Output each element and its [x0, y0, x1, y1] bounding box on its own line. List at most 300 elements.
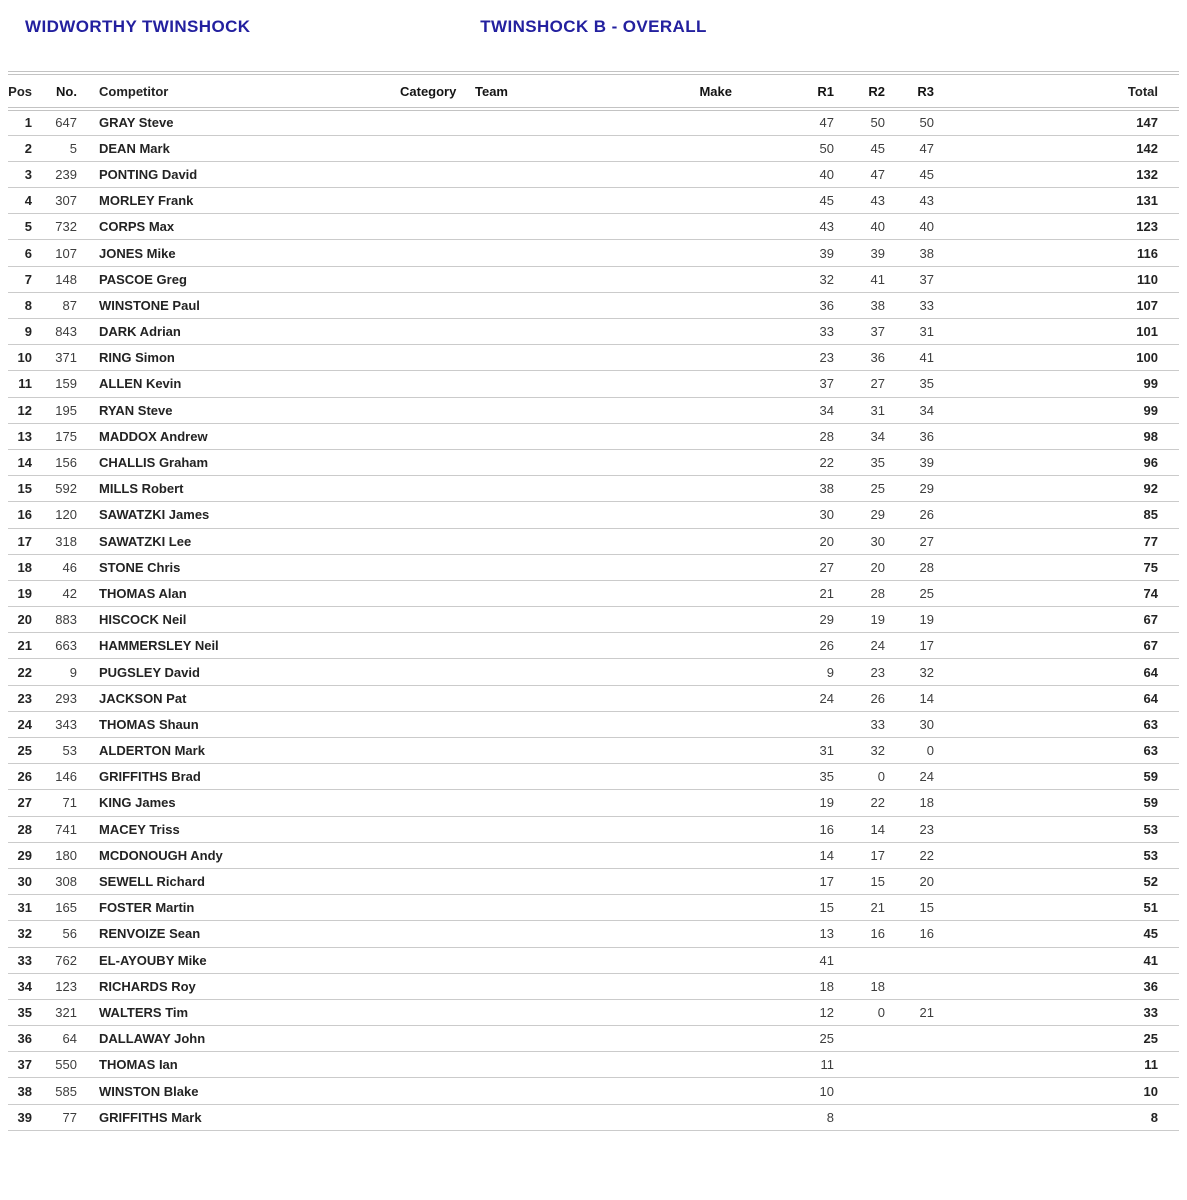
r2-cell: 31 — [843, 397, 895, 423]
table-row — [8, 633, 1179, 659]
r2-cell: 26 — [843, 685, 895, 711]
table-row — [8, 868, 1179, 894]
number-cell: 343 — [40, 711, 86, 737]
pos-cell: 11 — [8, 371, 40, 397]
total-cell: 99 — [943, 397, 1179, 423]
make-cell — [686, 502, 743, 528]
r3-cell: 33 — [895, 292, 943, 318]
r2-cell: 16 — [843, 921, 895, 947]
category-cell — [400, 738, 464, 764]
number-cell: 42 — [40, 580, 86, 606]
team-cell — [464, 685, 686, 711]
table-row — [8, 764, 1179, 790]
r3-cell: 18 — [895, 790, 943, 816]
total-cell: 107 — [943, 292, 1179, 318]
table-row — [8, 161, 1179, 187]
competitor-cell: GRIFFITHS Mark — [86, 1104, 400, 1130]
make-cell — [686, 816, 743, 842]
number-cell: 53 — [40, 738, 86, 764]
team-cell — [464, 449, 686, 475]
table-row — [8, 921, 1179, 947]
r3-cell: 19 — [895, 607, 943, 633]
category-cell — [400, 1078, 464, 1104]
competitor-cell: ALLEN Kevin — [86, 371, 400, 397]
pos-cell: 31 — [8, 895, 40, 921]
r3-cell: 41 — [895, 345, 943, 371]
category-cell — [400, 764, 464, 790]
pos-cell: 5 — [8, 214, 40, 240]
r3-cell: 0 — [895, 738, 943, 764]
r3-cell — [895, 1026, 943, 1052]
r3-cell: 45 — [895, 161, 943, 187]
total-cell: 92 — [943, 476, 1179, 502]
total-cell: 63 — [943, 738, 1179, 764]
r2-cell: 17 — [843, 842, 895, 868]
r2-cell: 32 — [843, 738, 895, 764]
r3-cell — [895, 973, 943, 999]
make-cell — [686, 790, 743, 816]
number-cell: 165 — [40, 895, 86, 921]
make-cell — [686, 1104, 743, 1130]
team-cell — [464, 738, 686, 764]
team-cell — [464, 607, 686, 633]
competitor-cell: THOMAS Alan — [86, 580, 400, 606]
team-cell — [464, 135, 686, 161]
r2-cell: 37 — [843, 319, 895, 345]
r2-cell: 43 — [843, 188, 895, 214]
pos-cell: 18 — [8, 554, 40, 580]
table-row — [8, 502, 1179, 528]
pos-cell: 16 — [8, 502, 40, 528]
number-cell: 308 — [40, 868, 86, 894]
category-cell — [400, 711, 464, 737]
competitor-cell: PUGSLEY David — [86, 659, 400, 685]
competitor-cell: DARK Adrian — [86, 319, 400, 345]
r1-cell: 45 — [743, 188, 843, 214]
r2-cell: 41 — [843, 266, 895, 292]
r3-cell: 30 — [895, 711, 943, 737]
team-cell — [464, 292, 686, 318]
competitor-cell: JONES Mike — [86, 240, 400, 266]
r2-cell: 20 — [843, 554, 895, 580]
table-header-row — [8, 73, 1179, 109]
team-cell — [464, 633, 686, 659]
pos-cell: 7 — [8, 266, 40, 292]
competitor-cell: MILLS Robert — [86, 476, 400, 502]
competitor-cell: DALLAWAY John — [86, 1026, 400, 1052]
table-row — [8, 790, 1179, 816]
competitor-cell: KING James — [86, 790, 400, 816]
total-cell: 116 — [943, 240, 1179, 266]
r3-cell: 14 — [895, 685, 943, 711]
r2-cell: 0 — [843, 999, 895, 1025]
r2-cell: 25 — [843, 476, 895, 502]
r3-cell: 26 — [895, 502, 943, 528]
r1-cell: 24 — [743, 685, 843, 711]
column-header-category: Category — [400, 73, 464, 109]
team-cell — [464, 502, 686, 528]
r3-cell: 27 — [895, 528, 943, 554]
make-cell — [686, 685, 743, 711]
number-cell: 592 — [40, 476, 86, 502]
r1-cell: 27 — [743, 554, 843, 580]
r1-cell: 31 — [743, 738, 843, 764]
team-cell — [464, 868, 686, 894]
number-cell: 371 — [40, 345, 86, 371]
pos-cell: 1 — [8, 109, 40, 135]
page-header — [0, 0, 1187, 71]
r2-cell: 34 — [843, 423, 895, 449]
table-row — [8, 292, 1179, 318]
total-cell: 53 — [943, 842, 1179, 868]
category-cell — [400, 947, 464, 973]
category-cell — [400, 476, 464, 502]
pos-cell: 21 — [8, 633, 40, 659]
pos-cell: 19 — [8, 580, 40, 606]
make-cell — [686, 214, 743, 240]
total-cell: 59 — [943, 790, 1179, 816]
competitor-cell: MORLEY Frank — [86, 188, 400, 214]
number-cell: 64 — [40, 1026, 86, 1052]
competitor-cell: MACEY Triss — [86, 816, 400, 842]
team-cell — [464, 528, 686, 554]
competitor-cell: SAWATZKI Lee — [86, 528, 400, 554]
pos-cell: 39 — [8, 1104, 40, 1130]
total-cell: 77 — [943, 528, 1179, 554]
competitor-cell: CORPS Max — [86, 214, 400, 240]
team-cell — [464, 109, 686, 135]
r1-cell: 35 — [743, 764, 843, 790]
r1-cell: 40 — [743, 161, 843, 187]
category-cell — [400, 633, 464, 659]
table-row — [8, 135, 1179, 161]
total-cell: 85 — [943, 502, 1179, 528]
column-header-competitor: Competitor — [86, 73, 400, 109]
table-row — [8, 554, 1179, 580]
make-cell — [686, 109, 743, 135]
category-cell — [400, 502, 464, 528]
number-cell: 843 — [40, 319, 86, 345]
table-row — [8, 999, 1179, 1025]
pos-cell: 17 — [8, 528, 40, 554]
r2-cell: 38 — [843, 292, 895, 318]
category-cell — [400, 266, 464, 292]
number-cell: 647 — [40, 109, 86, 135]
r3-cell: 32 — [895, 659, 943, 685]
pos-cell: 32 — [8, 921, 40, 947]
category-cell — [400, 319, 464, 345]
make-cell — [686, 449, 743, 475]
category-cell — [400, 188, 464, 214]
r3-cell: 38 — [895, 240, 943, 266]
r2-cell — [843, 1026, 895, 1052]
r2-cell: 19 — [843, 607, 895, 633]
r3-cell: 50 — [895, 109, 943, 135]
r2-cell: 29 — [843, 502, 895, 528]
make-cell — [686, 842, 743, 868]
r2-cell: 33 — [843, 711, 895, 737]
number-cell: 195 — [40, 397, 86, 423]
table-row — [8, 423, 1179, 449]
total-cell: 74 — [943, 580, 1179, 606]
total-cell: 75 — [943, 554, 1179, 580]
r1-cell: 38 — [743, 476, 843, 502]
r1-cell: 16 — [743, 816, 843, 842]
make-cell — [686, 921, 743, 947]
team-cell — [464, 371, 686, 397]
category-cell — [400, 790, 464, 816]
number-cell: 741 — [40, 816, 86, 842]
competitor-cell: RICHARDS Roy — [86, 973, 400, 999]
r1-cell: 30 — [743, 502, 843, 528]
r3-cell: 23 — [895, 816, 943, 842]
category-cell — [400, 659, 464, 685]
make-cell — [686, 266, 743, 292]
competitor-cell: RYAN Steve — [86, 397, 400, 423]
number-cell: 120 — [40, 502, 86, 528]
pos-cell: 20 — [8, 607, 40, 633]
event-title: WIDWORTHY TWINSHOCK — [25, 17, 251, 36]
team-cell — [464, 764, 686, 790]
number-cell: 318 — [40, 528, 86, 554]
total-cell: 100 — [943, 345, 1179, 371]
r1-cell: 17 — [743, 868, 843, 894]
team-cell — [464, 397, 686, 423]
team-cell — [464, 214, 686, 240]
make-cell — [686, 659, 743, 685]
table-row — [8, 449, 1179, 475]
r3-cell: 24 — [895, 764, 943, 790]
competitor-cell: THOMAS Ian — [86, 1052, 400, 1078]
number-cell: 71 — [40, 790, 86, 816]
number-cell: 107 — [40, 240, 86, 266]
total-cell: 99 — [943, 371, 1179, 397]
table-row — [8, 580, 1179, 606]
make-cell — [686, 999, 743, 1025]
category-cell — [400, 135, 464, 161]
pos-cell: 34 — [8, 973, 40, 999]
total-cell: 64 — [943, 659, 1179, 685]
make-cell — [686, 345, 743, 371]
competitor-cell: HAMMERSLEY Neil — [86, 633, 400, 659]
table-row — [8, 1078, 1179, 1104]
category-cell — [400, 1026, 464, 1052]
r3-cell: 36 — [895, 423, 943, 449]
table-row — [8, 685, 1179, 711]
pos-cell: 33 — [8, 947, 40, 973]
make-cell — [686, 528, 743, 554]
pos-cell: 26 — [8, 764, 40, 790]
r2-cell: 30 — [843, 528, 895, 554]
r2-cell — [843, 1104, 895, 1130]
category-cell — [400, 345, 464, 371]
column-header-no: No. — [40, 73, 86, 109]
make-cell — [686, 633, 743, 659]
make-cell — [686, 607, 743, 633]
r3-cell: 25 — [895, 580, 943, 606]
total-cell: 123 — [943, 214, 1179, 240]
r1-cell: 20 — [743, 528, 843, 554]
competitor-cell: PONTING David — [86, 161, 400, 187]
total-cell: 131 — [943, 188, 1179, 214]
total-cell: 96 — [943, 449, 1179, 475]
r3-cell: 47 — [895, 135, 943, 161]
number-cell: 883 — [40, 607, 86, 633]
number-cell: 123 — [40, 973, 86, 999]
r2-cell: 50 — [843, 109, 895, 135]
total-cell: 67 — [943, 633, 1179, 659]
r1-cell: 47 — [743, 109, 843, 135]
table-row — [8, 528, 1179, 554]
r2-cell: 45 — [843, 135, 895, 161]
r3-cell: 21 — [895, 999, 943, 1025]
r2-cell: 23 — [843, 659, 895, 685]
make-cell — [686, 371, 743, 397]
r2-cell: 15 — [843, 868, 895, 894]
pos-cell: 22 — [8, 659, 40, 685]
r1-cell: 36 — [743, 292, 843, 318]
table-row — [8, 240, 1179, 266]
competitor-cell: THOMAS Shaun — [86, 711, 400, 737]
number-cell: 87 — [40, 292, 86, 318]
r1-cell: 13 — [743, 921, 843, 947]
category-cell — [400, 580, 464, 606]
team-cell — [464, 659, 686, 685]
r2-cell: 27 — [843, 371, 895, 397]
make-cell — [686, 161, 743, 187]
r3-cell: 39 — [895, 449, 943, 475]
r3-cell: 16 — [895, 921, 943, 947]
pos-cell: 27 — [8, 790, 40, 816]
table-row — [8, 738, 1179, 764]
table-row — [8, 1052, 1179, 1078]
category-cell — [400, 292, 464, 318]
number-cell: 9 — [40, 659, 86, 685]
pos-cell: 25 — [8, 738, 40, 764]
competitor-cell: JACKSON Pat — [86, 685, 400, 711]
category-cell — [400, 109, 464, 135]
number-cell: 762 — [40, 947, 86, 973]
table-row — [8, 109, 1179, 135]
r2-cell — [843, 1052, 895, 1078]
r1-cell: 8 — [743, 1104, 843, 1130]
total-cell: 110 — [943, 266, 1179, 292]
pos-cell: 12 — [8, 397, 40, 423]
number-cell: 321 — [40, 999, 86, 1025]
category-cell — [400, 973, 464, 999]
total-cell: 51 — [943, 895, 1179, 921]
r1-cell: 41 — [743, 947, 843, 973]
pos-cell: 10 — [8, 345, 40, 371]
total-cell: 8 — [943, 1104, 1179, 1130]
team-cell — [464, 423, 686, 449]
make-cell — [686, 1026, 743, 1052]
r3-cell — [895, 947, 943, 973]
team-cell — [464, 842, 686, 868]
team-cell — [464, 188, 686, 214]
team-cell — [464, 161, 686, 187]
column-header-total: Total — [943, 73, 1179, 109]
r3-cell: 35 — [895, 371, 943, 397]
pos-cell: 6 — [8, 240, 40, 266]
pos-cell: 30 — [8, 868, 40, 894]
r1-cell: 19 — [743, 790, 843, 816]
category-cell — [400, 868, 464, 894]
r1-cell: 21 — [743, 580, 843, 606]
number-cell: 293 — [40, 685, 86, 711]
category-cell — [400, 921, 464, 947]
pos-cell: 28 — [8, 816, 40, 842]
table-row — [8, 816, 1179, 842]
r1-cell: 14 — [743, 842, 843, 868]
table-row — [8, 319, 1179, 345]
competitor-cell: DEAN Mark — [86, 135, 400, 161]
category-cell — [400, 895, 464, 921]
team-cell — [464, 345, 686, 371]
r1-cell: 50 — [743, 135, 843, 161]
make-cell — [686, 1052, 743, 1078]
column-header-team: Team — [464, 73, 686, 109]
number-cell: 156 — [40, 449, 86, 475]
total-cell: 64 — [943, 685, 1179, 711]
pos-cell: 37 — [8, 1052, 40, 1078]
pos-cell: 8 — [8, 292, 40, 318]
category-cell — [400, 842, 464, 868]
r2-cell: 22 — [843, 790, 895, 816]
number-cell: 550 — [40, 1052, 86, 1078]
r3-cell: 31 — [895, 319, 943, 345]
make-cell — [686, 397, 743, 423]
category-cell — [400, 999, 464, 1025]
pos-cell: 2 — [8, 135, 40, 161]
r2-cell: 0 — [843, 764, 895, 790]
r3-cell: 29 — [895, 476, 943, 502]
table-row — [8, 214, 1179, 240]
r1-cell: 28 — [743, 423, 843, 449]
category-cell — [400, 1104, 464, 1130]
r3-cell: 22 — [895, 842, 943, 868]
r3-cell — [895, 1052, 943, 1078]
total-cell: 45 — [943, 921, 1179, 947]
r1-cell: 11 — [743, 1052, 843, 1078]
team-cell — [464, 895, 686, 921]
competitor-cell: SAWATZKI James — [86, 502, 400, 528]
number-cell: 732 — [40, 214, 86, 240]
table-row — [8, 345, 1179, 371]
r1-cell: 15 — [743, 895, 843, 921]
competitor-cell: GRAY Steve — [86, 109, 400, 135]
pos-cell: 38 — [8, 1078, 40, 1104]
team-cell — [464, 999, 686, 1025]
table-row — [8, 1026, 1179, 1052]
total-cell: 53 — [943, 816, 1179, 842]
r2-cell: 24 — [843, 633, 895, 659]
pos-cell: 15 — [8, 476, 40, 502]
r3-cell — [895, 1104, 943, 1130]
competitor-cell: WALTERS Tim — [86, 999, 400, 1025]
column-header-pos: Pos — [8, 73, 40, 109]
r1-cell: 10 — [743, 1078, 843, 1104]
r1-cell: 29 — [743, 607, 843, 633]
total-cell: 63 — [943, 711, 1179, 737]
pos-cell: 4 — [8, 188, 40, 214]
r1-cell: 34 — [743, 397, 843, 423]
make-cell — [686, 868, 743, 894]
r3-cell: 15 — [895, 895, 943, 921]
team-cell — [464, 476, 686, 502]
r2-cell: 18 — [843, 973, 895, 999]
category-cell — [400, 449, 464, 475]
